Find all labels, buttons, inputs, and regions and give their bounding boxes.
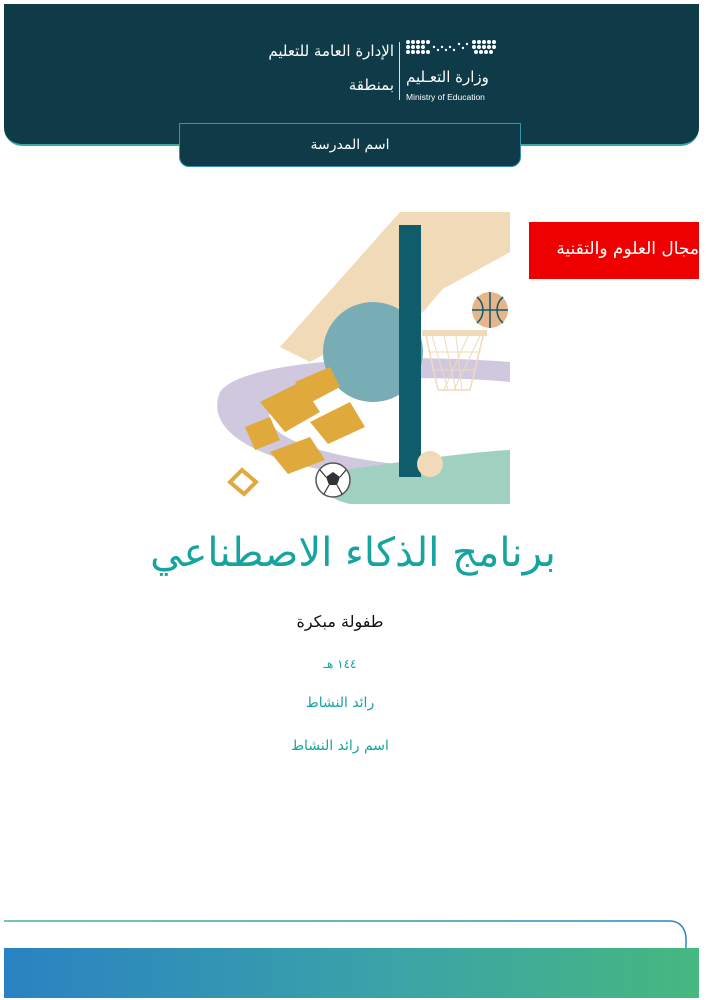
sports-illustration [200,212,510,508]
program-title: برنامج الذكاء الاصطناعي [150,530,556,576]
footer-band [4,948,699,998]
program-subtitle: طفولة مبكرة [296,612,384,631]
school-name-tab: اسم المدرسة [179,123,521,167]
department-line-2: بمنطقة [348,76,394,94]
activity-leader-label: رائد النشاط [305,695,375,711]
logo-divider [399,42,400,100]
ministry-name-arabic: وزارة التعـليم [406,68,489,86]
activity-leader-name: اسم رائد النشاط [291,738,389,754]
soccer-ball-icon [316,463,350,497]
hijri-year: ١٤٤ هـ [323,657,357,671]
basketball-icon [472,292,508,328]
ministry-name-english: Ministry of Education [406,92,485,102]
domain-badge: مجال العلوم والتقنية [529,222,699,279]
department-line-1: الإدارة العامة للتعليم [268,42,394,60]
